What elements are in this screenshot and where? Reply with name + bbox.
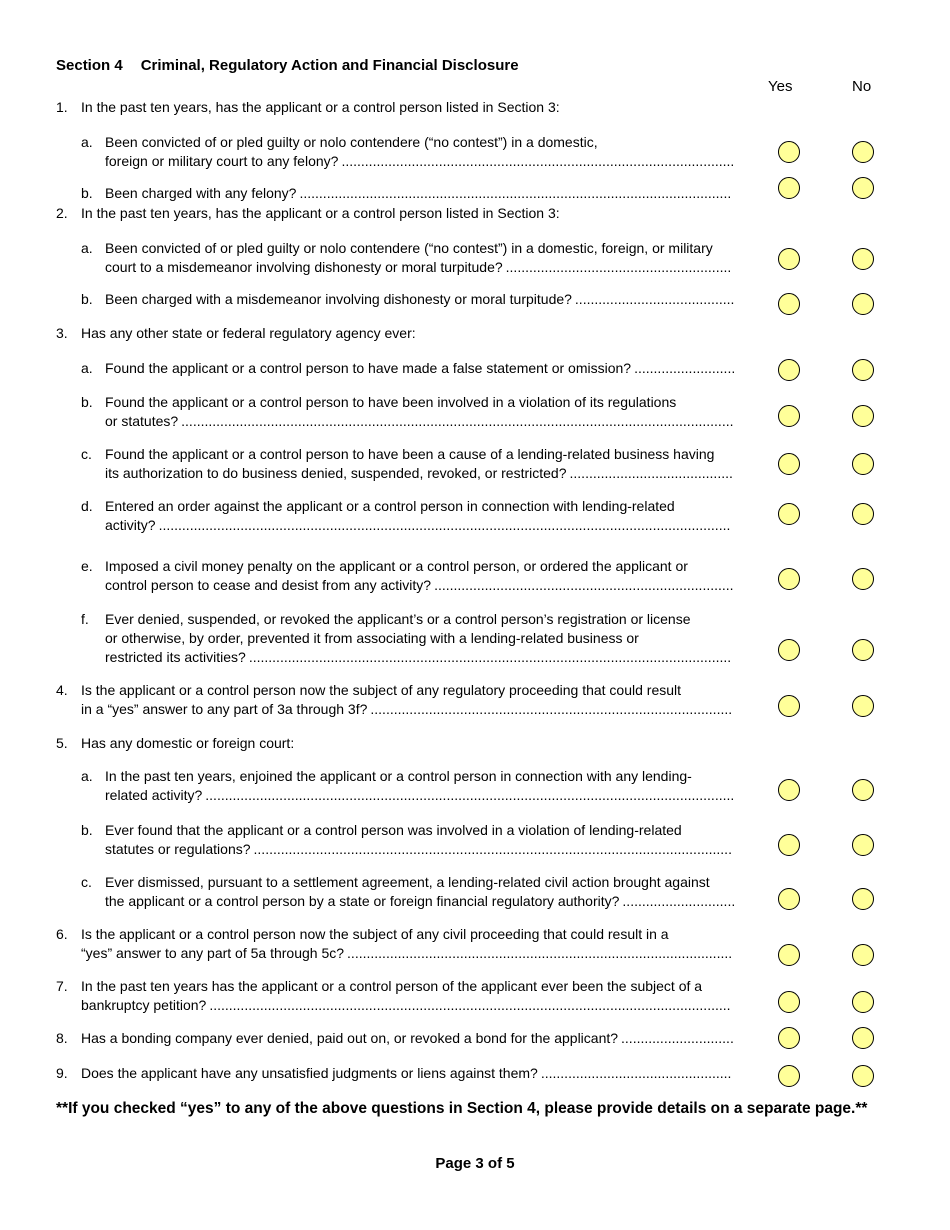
radio-no-q5b[interactable]: [852, 834, 874, 856]
question-text-line: Has any domestic or foreign court:: [81, 735, 295, 751]
question-text-line: In the past ten years, enjoined the applicant or a control person in connection with any lending-: [105, 768, 692, 784]
question-number: b.: [81, 822, 93, 838]
question-text-line: Has any other state or federal regulatory agency ever:: [81, 325, 416, 341]
leader-dots: .....................................................................................................: [341, 153, 735, 169]
radio-no-q1a[interactable]: [852, 141, 874, 163]
radio-yes-q3f[interactable]: [778, 639, 800, 661]
question-text-line: control person to cease and desist from any activity?: [105, 577, 432, 593]
question-number: a.: [81, 134, 93, 150]
leader-dots: .............................................................................................: [370, 701, 733, 717]
leader-dots: .................................................: [540, 1065, 732, 1081]
question-number: b.: [81, 291, 93, 307]
question-number: f.: [81, 611, 89, 627]
question-text-line: “yes” answer to any part of 5a through 5c?: [81, 945, 345, 961]
question-text-line: Been charged with a misdemeanor involving dishonesty or moral turpitude?: [105, 291, 572, 307]
section-number: Section 4: [56, 57, 123, 74]
question-text-line: Does the applicant have any unsatisfied judgments or liens against them?: [81, 1065, 538, 1081]
leader-dots: .........................................: [574, 291, 735, 307]
radio-no-q3d[interactable]: [852, 503, 874, 525]
question-number: 7.: [56, 978, 68, 994]
question-text-line: Been convicted of or pled guilty or nolo contendere (“no contest”) in a domestic, foreign, or military: [105, 240, 713, 256]
radio-no-q6[interactable]: [852, 944, 874, 966]
question-text-line: Has a bonding company ever denied, paid out on, or revoked a bond for the applicant?: [81, 1030, 619, 1046]
radio-no-q3f[interactable]: [852, 639, 874, 661]
footnote: **If you checked “yes” to any of the above questions in Section 4, please provide details on a separate page.**: [56, 1100, 868, 1117]
radio-no-q8[interactable]: [852, 1027, 874, 1049]
question-number: 2.: [56, 205, 68, 221]
radio-no-q2a[interactable]: [852, 248, 874, 270]
question-text-line: Ever denied, suspended, or revoked the applicant’s or a control person’s registration or license: [105, 611, 691, 627]
radio-yes-q3b[interactable]: [778, 405, 800, 427]
radio-no-q1b[interactable]: [852, 177, 874, 199]
question-number: a.: [81, 240, 93, 256]
radio-yes-q8[interactable]: [778, 1027, 800, 1049]
leader-dots: ..........................: [634, 360, 736, 376]
radio-yes-q3d[interactable]: [778, 503, 800, 525]
question-number: d.: [81, 498, 93, 514]
question-text-line: Entered an order against the applicant or a control person in connection with lending-related: [105, 498, 675, 514]
leader-dots: ..........................................: [569, 465, 733, 481]
section-title: [56, 57, 519, 74]
radio-no-q3c[interactable]: [852, 453, 874, 475]
radio-yes-q5a[interactable]: [778, 779, 800, 801]
question-number: 5.: [56, 735, 68, 751]
question-text-line: Been convicted of or pled guilty or nolo contendere (“no contest”) in a domestic,: [105, 134, 598, 150]
question-text-line: Found the applicant or a control person to have made a false statement or omission?: [105, 360, 632, 376]
radio-yes-q5c[interactable]: [778, 888, 800, 910]
question-number: 8.: [56, 1030, 68, 1046]
question-text-line: Found the applicant or a control person to have been a cause of a lending-related business having: [105, 446, 715, 462]
leader-dots: .............................................................................: [434, 577, 734, 593]
question-text-line: court to a misdemeanor involving dishonesty or moral turpitude?: [105, 259, 503, 275]
radio-no-q9[interactable]: [852, 1065, 874, 1087]
question-text-line: the applicant or a control person by a state or foreign financial regulatory authority?: [105, 893, 620, 909]
question-number: 1.: [56, 99, 68, 115]
leader-dots: ...........................................................................................................................: [253, 841, 732, 857]
yes-column-header: Yes: [768, 78, 793, 95]
radio-yes-q1a[interactable]: [778, 141, 800, 163]
leader-dots: ...................................................................................................................................................: [158, 517, 731, 533]
question-number: 9.: [56, 1065, 68, 1081]
no-column-header: No: [852, 78, 872, 95]
question-text-line: restricted its activities?: [105, 649, 246, 665]
question-number: 6.: [56, 926, 68, 942]
radio-yes-q3e[interactable]: [778, 568, 800, 590]
leader-dots: .............................: [621, 1030, 734, 1046]
question-text-line: foreign or military court to any felony?: [105, 153, 339, 169]
leader-dots: ...................................................................................................: [347, 945, 733, 961]
leader-dots: ......................................................................................................................................: [209, 997, 731, 1013]
radio-no-q3a[interactable]: [852, 359, 874, 381]
question-text-line: Ever found that the applicant or a control person was involved in a violation of lending-related: [105, 822, 682, 838]
question-text-line: statutes or regulations?: [105, 841, 251, 857]
question-text-line: related activity?: [105, 787, 203, 803]
question-text-line: or otherwise, by order, prevented it from associating with a lending-related business or: [105, 630, 639, 646]
question-number: a.: [81, 768, 93, 784]
leader-dots: ..........................................................: [505, 259, 732, 275]
leader-dots: ...............................................................................................................: [299, 185, 732, 201]
radio-yes-q2b[interactable]: [778, 293, 800, 315]
section-heading: Criminal, Regulatory Action and Financial Disclosure: [140, 57, 519, 74]
question-number: a.: [81, 360, 93, 376]
question-text-line: Is the applicant or a control person now the subject of any civil proceeding that could result in a: [81, 926, 669, 942]
question-text-line: In the past ten years, has the applicant or a control person listed in Section 3:: [81, 205, 560, 221]
question-text-line: in a “yes” answer to any part of 3a through 3f?: [81, 701, 368, 717]
question-text-line: Is the applicant or a control person now the subject of any regulatory proceeding that could result: [81, 682, 682, 698]
question-number: e.: [81, 558, 93, 574]
radio-yes-q4[interactable]: [778, 695, 800, 717]
radio-yes-q6[interactable]: [778, 944, 800, 966]
question-number: b.: [81, 394, 93, 410]
question-number: 3.: [56, 325, 68, 341]
question-text-line: Found the applicant or a control person to have been involved in a violation of its regulations: [105, 394, 677, 410]
radio-yes-q5b[interactable]: [778, 834, 800, 856]
radio-yes-q1b[interactable]: [778, 177, 800, 199]
question-text-line: or statutes?: [105, 413, 179, 429]
question-text-line: Been charged with any felony?: [105, 185, 297, 201]
radio-no-q7[interactable]: [852, 991, 874, 1013]
question-number: c.: [81, 874, 92, 890]
radio-no-q2b[interactable]: [852, 293, 874, 315]
radio-yes-q3c[interactable]: [778, 453, 800, 475]
radio-yes-q2a[interactable]: [778, 248, 800, 270]
radio-no-q3e[interactable]: [852, 568, 874, 590]
question-text-line: Imposed a civil money penalty on the applicant or a control person, or ordered the applicant or: [105, 558, 688, 574]
question-text-line: its authorization to do business denied, suspended, revoked, or restricted?: [105, 465, 567, 481]
radio-no-q5c[interactable]: [852, 888, 874, 910]
question-text-line: activity?: [105, 517, 156, 533]
question-text-line: bankruptcy petition?: [81, 997, 207, 1013]
radio-yes-q9[interactable]: [778, 1065, 800, 1087]
leader-dots: ..............................................................................................................................................: [181, 413, 734, 429]
leader-dots: ........................................................................................................................................: [205, 787, 735, 803]
leader-dots: ............................................................................................................................: [248, 649, 732, 665]
radio-yes-q7[interactable]: [778, 991, 800, 1013]
question-number: c.: [81, 446, 92, 462]
radio-yes-q3a[interactable]: [778, 359, 800, 381]
question-text-line: In the past ten years, has the applicant or a control person listed in Section 3:: [81, 99, 560, 115]
radio-no-q3b[interactable]: [852, 405, 874, 427]
question-number: b.: [81, 185, 93, 201]
radio-no-q4[interactable]: [852, 695, 874, 717]
question-number: 4.: [56, 682, 68, 698]
leader-dots: .............................: [622, 893, 736, 909]
radio-no-q5a[interactable]: [852, 779, 874, 801]
question-text-line: Ever dismissed, pursuant to a settlement agreement, a lending-related civil action brought against: [105, 874, 710, 890]
question-text-line: In the past ten years has the applicant or a control person of the applicant ever been the subject of a: [81, 978, 703, 994]
page-number: Page 3 of 5: [435, 1155, 515, 1172]
